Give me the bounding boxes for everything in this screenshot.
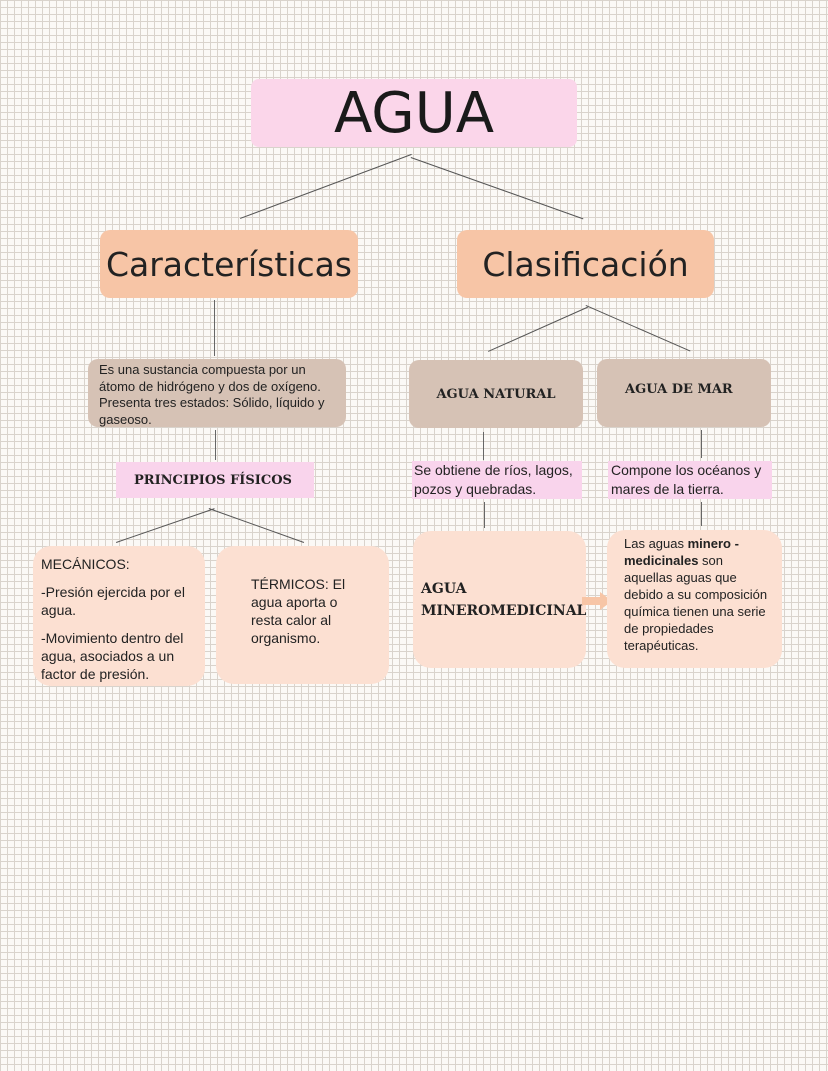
agua-natural-description — [412, 461, 582, 499]
connector-desc-minero — [484, 502, 485, 528]
connector-principios-mecanicos — [116, 508, 215, 543]
agua-de-mar-description-text: Compone los océanos y mares de la tierra. — [611, 462, 762, 497]
branch-caracteristicas — [100, 230, 358, 298]
mecanicos-box — [33, 546, 205, 686]
principios-fisicos-label — [116, 462, 314, 498]
connector-principios-termicos — [209, 508, 304, 543]
minero-post: son aquellas aguas que debido a su composición química tienen una serie de propiedades terapéuticas. — [624, 553, 768, 653]
branch-clasificacion — [457, 230, 714, 298]
agua-de-mar-description — [608, 461, 772, 499]
agua-mineromedicinal-label: AGUA MINEROMEDICINAL — [421, 581, 587, 619]
connector-mar-desc — [701, 430, 702, 458]
caracteristicas-description-text: Es una sustancia compuesta por un átomo de hidrógeno y dos de oxígeno. Presenta tres estados: Sólido, líquido y gaseoso. — [99, 362, 325, 427]
connector-mardesc-minero — [701, 502, 702, 526]
agua-natural-label: AGUA NATURAL — [436, 386, 556, 402]
caracteristicas-description — [88, 359, 346, 427]
termicos-box — [216, 546, 389, 684]
connector-clasif-natural — [488, 307, 588, 352]
mecanicos-heading: MECÁNICOS: — [41, 556, 130, 572]
title-box — [251, 79, 577, 147]
connector-natural-desc — [483, 432, 484, 460]
branch-caracteristicas-label: Características — [105, 244, 353, 284]
agua-de-mar-label: AGUA DE MAR — [625, 382, 733, 397]
agua-de-mar-box — [597, 359, 771, 427]
agua-natural-box — [409, 360, 583, 428]
page-title: AGUA — [333, 80, 494, 146]
connector-desc-principios — [215, 430, 216, 460]
mecanicos-item-2: -Movimiento dentro del agua, asociados a un factor de presión. — [41, 630, 184, 682]
branch-clasificacion-label: Clasificación — [482, 244, 689, 284]
connector-title-left — [240, 154, 412, 219]
principios-fisicos-text: PRINCIPIOS FÍSICOS — [134, 472, 292, 488]
minero-bold: minero - medicinales — [624, 536, 739, 568]
mecanicos-item-1: -Presión ejercida por el agua. — [41, 584, 185, 618]
connector-caract-desc — [214, 300, 215, 356]
connector-title-right — [411, 157, 584, 219]
agua-mineromedicinal-box — [413, 531, 586, 668]
connector-clasif-mar — [586, 305, 691, 352]
termicos-text: TÉRMICOS: El agua aporta o resta calor al organismo. — [251, 576, 346, 646]
agua-natural-description-text: Se obtiene de ríos, lagos, pozos y quebradas. — [414, 462, 573, 497]
minero-medicinales-box — [607, 530, 782, 668]
minero-pre: Las aguas — [624, 536, 688, 551]
